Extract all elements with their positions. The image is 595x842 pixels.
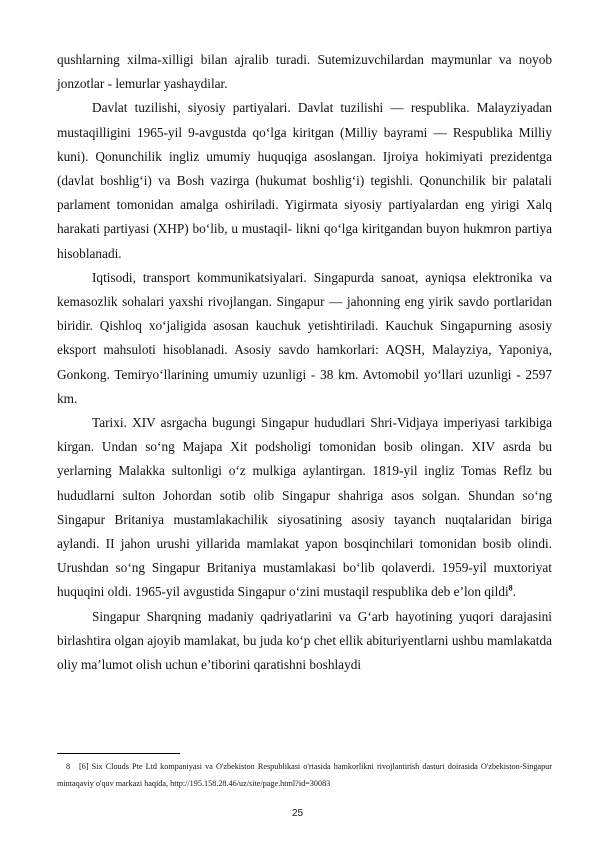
paragraph-iqtisodi: Iqtisodi, transport kommunikatsiyalari. Singapurda sanoat, ayniqsa elektronika va kemasozlik sohalari yaxshi rivojlangan. Singapur — jahonning eng yirik savdo portlaridan biridir. Qishloq xo‘jaligida asosan kauchuk yetishtiriladi. Kauchuk Singapurning asosiy eksport mahsuloti hisoblanadi. Asosiy savdo hamkorlari: AQSH, Malayziya, Yaponiya, Gonkong. Temiryo‘llarining umumiy uzunligi - 38 km. Avtomobil yo‘llari uzunligi - 2597 km. (57, 269, 552, 406)
paragraph-tarixi-text: Tarixi. XIV asrgacha bugungi Singapur hududlari Shri-Vidjaya imperiyasi tarkibiga kirgan. Undan so‘ng Majapa Xit podsholigi tomonidan bosib olingan. XIV asrda bu yerlarning Malakka sultonligi o‘z mulkiga aylantirgan. 1819-yil ingliz Tomas Reflz bu hududlarni sulton Johordan sotib olib Singapur shahriga asos solgan. Shundan so‘ng Singapur Britaniya mustamlakachilik siyosatining asosiy tayanch nuqtalaridan biriga aylandi. II jahon urushi yillarida mamlakat yapon bosqinchilari tomonidan bosib olindi. Urushdan so‘ng Singapur Britaniya mustamlakasi bo‘lib qolaverdi. 1959-yil muxtoriyat huquqini oldi. 1965-yil avgustida Singapur o‘zini mustaqil respublika deb e’lon qildi (57, 415, 552, 600)
footnote-number: 8 (65, 762, 71, 771)
footnote-reference[interactable]: 8 (508, 584, 513, 594)
page-number: 25 (291, 808, 304, 819)
paragraph-singapur: Singapur Sharqning madaniy qadriyatlarini va G‘arb hayotining yuqori darajasini birlashtira olgan ajoyib mamlakat, bu juda ko‘p chet ellik abituriyentlarni ushbu mamlakatda oliy ma’lumot olish uchun e’tiborini qaratishni boshlaydi (57, 608, 552, 673)
footnote (57, 758, 552, 792)
page-body (57, 48, 552, 677)
footnote-text: [6] Six Clouds Pte Ltd kompaniyasi va O'zbekiston Respublikasi o'rtasida hamkorlikni rivojlantirish dasturi doirasida O'zbekiston-Singapur mintaqaviy o'quv markazi haqida, http://195.158.28.46/uz/site/page.html?id=30083 (57, 762, 552, 788)
footnote-divider (57, 753, 180, 754)
paragraph-davlat-tuzilishi: Davlat tuzilishi, siyosiy partiyalari. Davlat tuzilishi — respublika. Malayziyadan mustaqilligini 1965-yil 9-avgustda qo‘lga kiritgan (Milliy bayrami — Respublika Milliy kuni). Qonunchilik ingliz umumiy huquqiga asoslangan. Ijroiya hokimiyati prezidentga (davlat boshlig‘i) va Bosh vazirga (hukumat boshlig‘i) tegishli. Qonunchilik bir palatali parlament tomonidan amalga oshiriladi. Yigirmata siyosiy partiyalardan eng yirigi Xalq harakati partiyasi (XHP) bo‘lib, u mustaqil- likni qo‘lga kiritgandan buyon hukmron partiya hisoblanadi. (57, 100, 552, 261)
paragraph-continued: qushlarning xilma-xilligi bilan ajralib turadi. Sutemizuvchilardan maymunlar va noyob jonzotlar - lemurlar yashaydilar. (57, 52, 552, 92)
paragraph-tarixi: Tarixi. XIV asrgacha bugungi Singapur hududlari Shri-Vidjaya imperiyasi tarkibiga kirgan. Undan so‘ng Majapa Xit podsholigi tomonidan bosib olingan. XIV asrda bu yerlarning Malakka sultonligi o‘z mulkiga aylantirgan. 1819-yil ingliz Tomas Reflz bu hududlarni sulton Johordan sotib olib Singapur shahriga asos solgan. Shundan so‘ng Singapur Britaniya mustamlakachilik siyosatining asosiy tayanch nuqtalaridan biriga aylandi. II jahon urushi yillarida mamlakat yapon bosqinchilari tomonidan bosib olindi. Urushdan so‘ng Singapur Britaniya mustamlakasi bo‘lib qolaverdi. 1959-yil muxtoriyat huquqini oldi. 1965-yil avgustida Singapur o‘zini mustaqil respublika deb e’lon qildi$^8$. (57, 415, 552, 600)
